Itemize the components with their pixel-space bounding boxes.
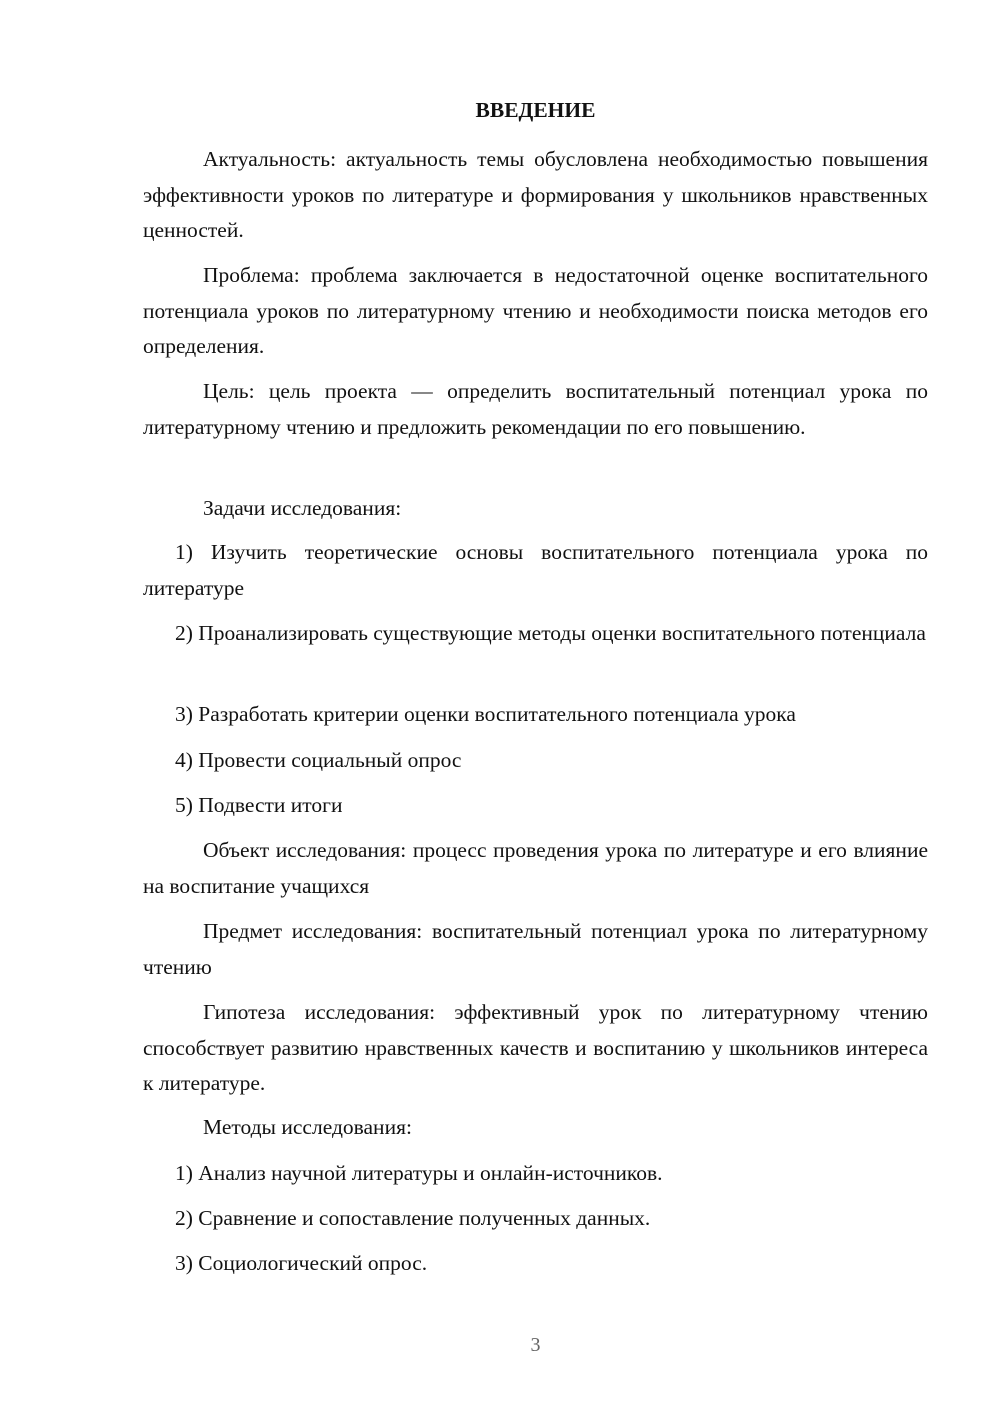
task-item: 4) Провести социальный опрос bbox=[175, 748, 462, 772]
relevance-paragraph bbox=[143, 142, 928, 249]
task-item: 3) Разработать критерии оценки воспитательного потенциала урока bbox=[175, 702, 796, 726]
object-paragraph bbox=[143, 833, 928, 904]
page-number: 3 bbox=[530, 1334, 541, 1356]
problem-paragraph bbox=[143, 258, 928, 365]
task-item-text: 1) Изучить теоретические основы воспитательного потенциала урока по литературе bbox=[143, 540, 928, 600]
object-text: Объект исследования: процесс проведения урока по литературе и его влияние на воспитание учащихся bbox=[143, 838, 928, 898]
method-item: 1) Анализ научной литературы и онлайн-источников. bbox=[175, 1161, 663, 1185]
relevance-text: Актуальность: актуальность темы обусловлена необходимостью повышения эффективности уроков по литературе и формирования у школьников нравственных ценностей. bbox=[143, 147, 928, 242]
hypothesis-paragraph bbox=[143, 995, 928, 1102]
goal-text: Цель: цель проекта — определить воспитательный потенциал урока по литературному чтению и предложить рекомендации по его повышению. bbox=[143, 379, 928, 439]
tasks-heading: Задачи исследования: bbox=[203, 496, 402, 520]
method-item: 3) Социологический опрос. bbox=[175, 1251, 428, 1275]
method-item: 2) Сравнение и сопоставление полученных данных. bbox=[175, 1206, 651, 1230]
hypothesis-text: Гипотеза исследования: эффективный урок по литературному чтению способствует развитию нравственных качеств и воспитанию у школьников интереса к литературе. bbox=[143, 1000, 928, 1095]
goal-paragraph bbox=[143, 374, 928, 445]
subject-paragraph bbox=[143, 914, 928, 985]
task-item: 5) Подвести итоги bbox=[175, 793, 343, 817]
task-item bbox=[143, 616, 928, 652]
methods-heading: Методы исследования: bbox=[203, 1115, 412, 1139]
task-item-text: 2) Проанализировать существующие методы оценки воспитательного потенциала bbox=[175, 621, 926, 645]
task-item bbox=[143, 535, 928, 606]
problem-text: Проблема: проблема заключается в недостаточной оценке воспитательного потенциала уроков по литературному чтению и необходимости поиска методов его определения. bbox=[143, 263, 928, 358]
subject-text: Предмет исследования: воспитательный потенциал урока по литературному чтению bbox=[143, 919, 928, 979]
page-title: ВВЕДЕНИЕ bbox=[475, 98, 596, 122]
